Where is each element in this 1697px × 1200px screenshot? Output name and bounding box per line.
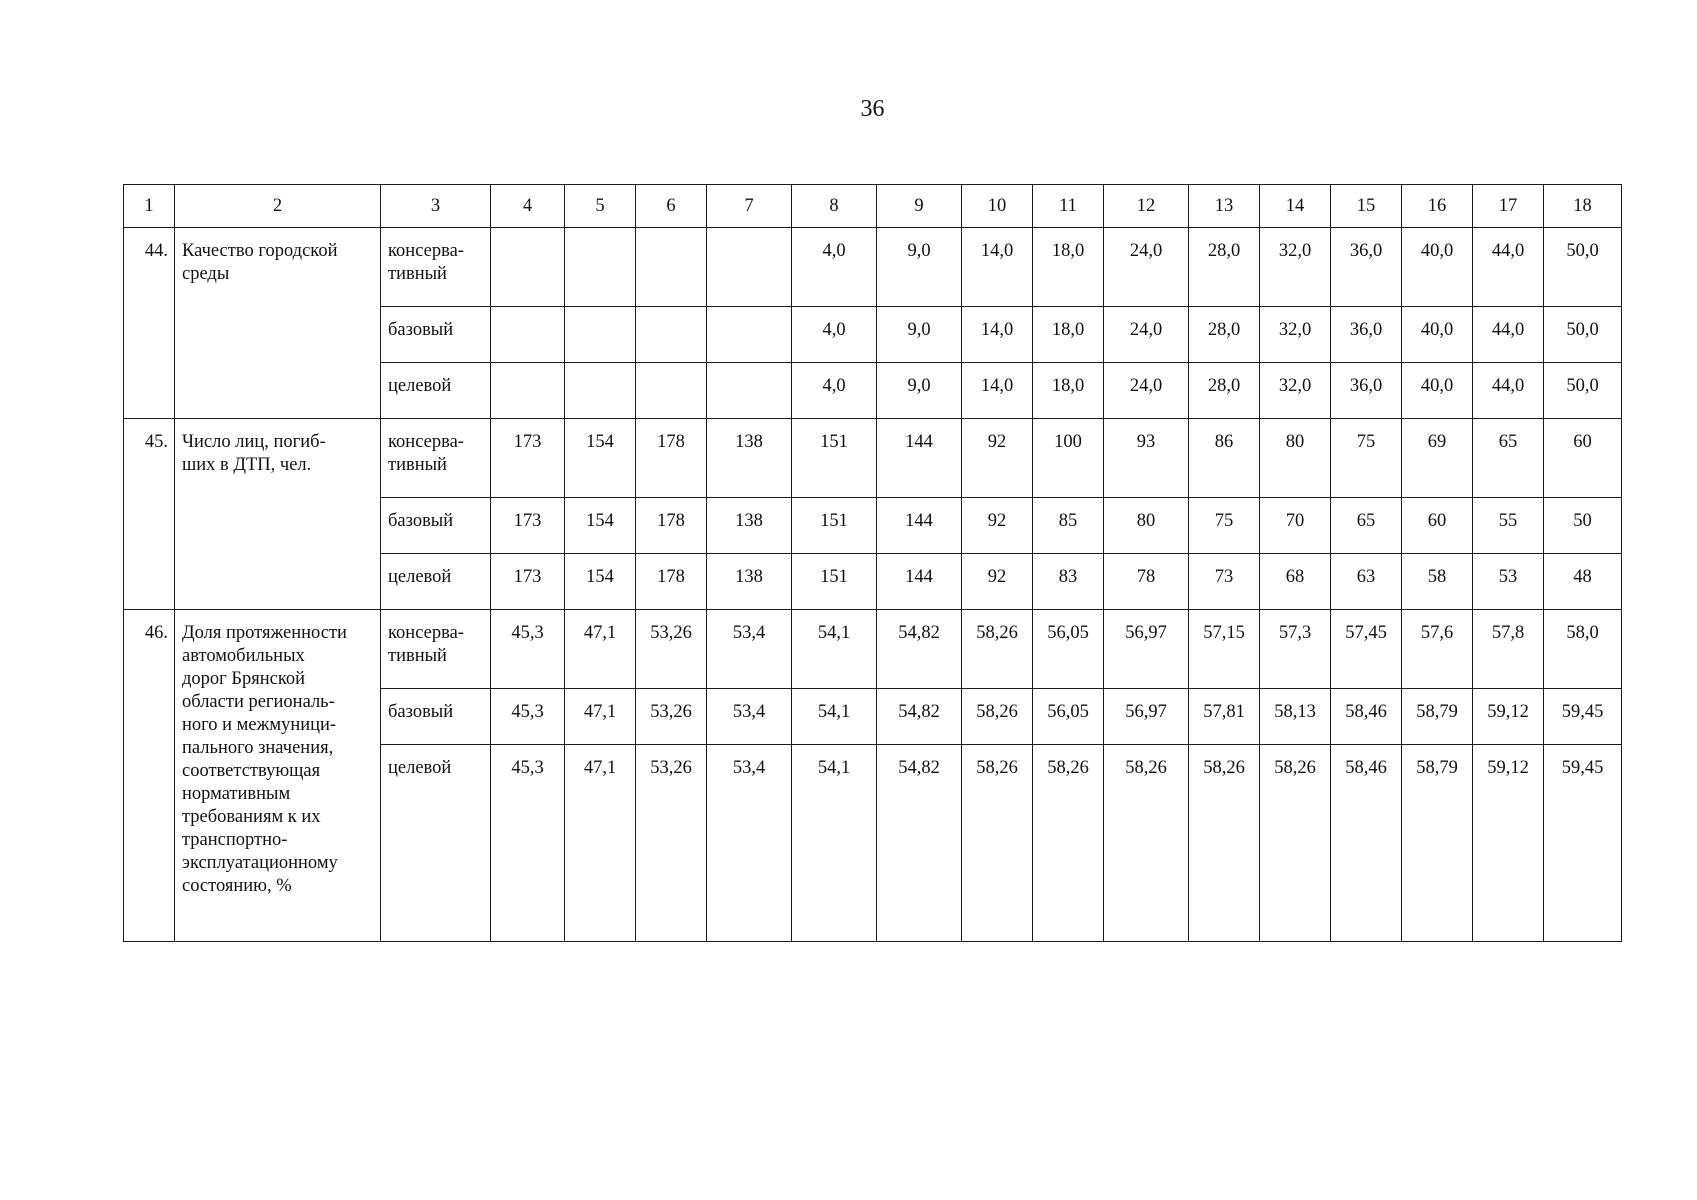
scenario-variant-text: базовый [388, 511, 454, 531]
value-cell: 75 [1189, 498, 1260, 554]
indicator-name-text: Число лиц, погиб- ших в ДТП, чел. [182, 432, 326, 475]
scenario-variant [381, 689, 491, 745]
scenario-variant [381, 419, 491, 498]
value-cell: 59,12 [1473, 689, 1544, 745]
value-cell: 57,15 [1189, 610, 1260, 689]
value-cell: 57,81 [1189, 689, 1260, 745]
table-row [124, 610, 1622, 689]
value-cell: 58,46 [1331, 689, 1402, 745]
value-cell: 138 [707, 498, 792, 554]
value-cell: 60 [1402, 498, 1473, 554]
value-cell: 28,0 [1189, 363, 1260, 419]
value-cell: 173 [491, 419, 565, 498]
value-cell: 24,0 [1104, 363, 1189, 419]
value-cell: 48 [1544, 554, 1622, 610]
scenario-variant [381, 610, 491, 689]
column-number-9: 9 [877, 185, 962, 228]
value-cell: 58,26 [962, 689, 1033, 745]
value-cell: 58,79 [1402, 689, 1473, 745]
value-cell: 53,4 [707, 610, 792, 689]
value-cell: 53,26 [636, 745, 707, 942]
value-cell: 58,26 [962, 610, 1033, 689]
value-cell: 59,45 [1544, 689, 1622, 745]
value-cell: 58,26 [1260, 745, 1331, 942]
scenario-variant-text: базовый [388, 702, 454, 722]
value-cell: 40,0 [1402, 363, 1473, 419]
value-cell: 44,0 [1473, 228, 1544, 307]
value-cell: 65 [1473, 419, 1544, 498]
value-cell: 18,0 [1033, 228, 1104, 307]
value-cell [636, 307, 707, 363]
scenario-variant-text: консерва- тивный [388, 623, 464, 666]
value-cell [565, 307, 636, 363]
value-cell [565, 363, 636, 419]
value-cell: 14,0 [962, 307, 1033, 363]
value-cell: 14,0 [962, 363, 1033, 419]
column-number-11: 11 [1033, 185, 1104, 228]
value-cell: 47,1 [565, 745, 636, 942]
value-cell [636, 363, 707, 419]
value-cell: 59,45 [1544, 745, 1622, 942]
column-number-17: 17 [1473, 185, 1544, 228]
value-cell: 58,26 [1104, 745, 1189, 942]
column-number-row [124, 185, 1622, 228]
value-cell: 47,1 [565, 689, 636, 745]
column-number-18: 18 [1544, 185, 1622, 228]
value-cell: 36,0 [1331, 228, 1402, 307]
column-number-2: 2 [175, 185, 381, 228]
value-cell: 32,0 [1260, 307, 1331, 363]
indicator-name [175, 419, 381, 610]
value-cell: 57,8 [1473, 610, 1544, 689]
value-cell: 56,05 [1033, 689, 1104, 745]
column-number-16: 16 [1402, 185, 1473, 228]
value-cell: 4,0 [792, 228, 877, 307]
column-number-15: 15 [1331, 185, 1402, 228]
value-cell: 144 [877, 498, 962, 554]
value-cell: 54,1 [792, 689, 877, 745]
column-number-8: 8 [792, 185, 877, 228]
scenario-variant [381, 228, 491, 307]
value-cell: 68 [1260, 554, 1331, 610]
value-cell: 18,0 [1033, 307, 1104, 363]
indicator-name-text: Качество городской среды [182, 241, 338, 284]
value-cell: 53,4 [707, 689, 792, 745]
column-number-13: 13 [1189, 185, 1260, 228]
column-number-3: 3 [381, 185, 491, 228]
value-cell: 178 [636, 498, 707, 554]
value-cell: 50,0 [1544, 228, 1622, 307]
value-cell: 45,3 [491, 745, 565, 942]
value-cell: 36,0 [1331, 307, 1402, 363]
value-cell: 53,26 [636, 610, 707, 689]
value-cell: 53 [1473, 554, 1544, 610]
scenario-variant [381, 307, 491, 363]
value-cell [707, 307, 792, 363]
indicator-name-text: Доля протяженности автомобильных дорог Брянской области региональ- ного и межмуници- пального значения, соответствующая нормативным требованиям к их транспортно- эксплуатационному состоянию, % [182, 623, 347, 896]
value-cell: 55 [1473, 498, 1544, 554]
value-cell: 24,0 [1104, 307, 1189, 363]
scenario-variant [381, 363, 491, 419]
value-cell: 86 [1189, 419, 1260, 498]
value-cell: 173 [491, 498, 565, 554]
value-cell: 58,46 [1331, 745, 1402, 942]
value-cell: 50,0 [1544, 307, 1622, 363]
table-row [124, 419, 1622, 498]
value-cell [707, 363, 792, 419]
value-cell: 58,26 [962, 745, 1033, 942]
indicator-number: 44. [124, 228, 175, 419]
value-cell: 57,6 [1402, 610, 1473, 689]
column-number-14: 14 [1260, 185, 1331, 228]
value-cell: 32,0 [1260, 228, 1331, 307]
value-cell: 69 [1402, 419, 1473, 498]
value-cell: 9,0 [877, 307, 962, 363]
indicator-name [175, 228, 381, 419]
value-cell: 173 [491, 554, 565, 610]
value-cell: 144 [877, 419, 962, 498]
value-cell: 56,05 [1033, 610, 1104, 689]
value-cell: 44,0 [1473, 307, 1544, 363]
value-cell: 154 [565, 554, 636, 610]
value-cell: 138 [707, 554, 792, 610]
value-cell: 53,4 [707, 745, 792, 942]
value-cell: 50 [1544, 498, 1622, 554]
value-cell: 57,45 [1331, 610, 1402, 689]
value-cell: 36,0 [1331, 363, 1402, 419]
column-number-7: 7 [707, 185, 792, 228]
scenario-variant [381, 745, 491, 942]
value-cell: 75 [1331, 419, 1402, 498]
value-cell: 59,12 [1473, 745, 1544, 942]
column-number-6: 6 [636, 185, 707, 228]
indicator-number: 45. [124, 419, 175, 610]
value-cell: 151 [792, 419, 877, 498]
value-cell [636, 228, 707, 307]
value-cell: 92 [962, 419, 1033, 498]
value-cell: 58,0 [1544, 610, 1622, 689]
value-cell: 60 [1544, 419, 1622, 498]
value-cell: 138 [707, 419, 792, 498]
value-cell: 45,3 [491, 610, 565, 689]
value-cell: 92 [962, 554, 1033, 610]
indicator-name [175, 610, 381, 942]
value-cell: 65 [1331, 498, 1402, 554]
value-cell: 151 [792, 554, 877, 610]
scenario-variant-text: консерва- тивный [388, 241, 464, 284]
value-cell: 70 [1260, 498, 1331, 554]
value-cell: 154 [565, 498, 636, 554]
table-row [124, 228, 1622, 307]
value-cell [491, 307, 565, 363]
value-cell [707, 228, 792, 307]
value-cell: 151 [792, 498, 877, 554]
value-cell: 53,26 [636, 689, 707, 745]
value-cell: 4,0 [792, 307, 877, 363]
column-number-10: 10 [962, 185, 1033, 228]
scenario-variant-text: целевой [388, 758, 452, 778]
page-number: 36 [860, 96, 885, 122]
value-cell: 47,1 [565, 610, 636, 689]
value-cell: 54,1 [792, 745, 877, 942]
value-cell: 58,79 [1402, 745, 1473, 942]
value-cell: 56,97 [1104, 689, 1189, 745]
value-cell [491, 228, 565, 307]
value-cell: 58,13 [1260, 689, 1331, 745]
value-cell: 100 [1033, 419, 1104, 498]
value-cell: 73 [1189, 554, 1260, 610]
value-cell: 57,3 [1260, 610, 1331, 689]
value-cell: 9,0 [877, 228, 962, 307]
scenario-variant [381, 498, 491, 554]
value-cell: 93 [1104, 419, 1189, 498]
indicator-number: 46. [124, 610, 175, 942]
value-cell: 4,0 [792, 363, 877, 419]
value-cell: 83 [1033, 554, 1104, 610]
scenario-variant-text: консерва- тивный [388, 432, 464, 475]
value-cell: 40,0 [1402, 228, 1473, 307]
column-number-12: 12 [1104, 185, 1189, 228]
value-cell: 45,3 [491, 689, 565, 745]
value-cell: 144 [877, 554, 962, 610]
value-cell: 54,82 [877, 610, 962, 689]
scenario-variant-text: базовый [388, 320, 454, 340]
value-cell: 78 [1104, 554, 1189, 610]
column-number-4: 4 [491, 185, 565, 228]
value-cell: 18,0 [1033, 363, 1104, 419]
value-cell: 14,0 [962, 228, 1033, 307]
scenario-variant-text: целевой [388, 567, 452, 587]
column-number-5: 5 [565, 185, 636, 228]
value-cell: 92 [962, 498, 1033, 554]
value-cell: 58,26 [1189, 745, 1260, 942]
column-number-1: 1 [124, 185, 175, 228]
value-cell: 54,1 [792, 610, 877, 689]
value-cell: 9,0 [877, 363, 962, 419]
indicators-table [123, 184, 1622, 942]
value-cell: 80 [1104, 498, 1189, 554]
value-cell: 28,0 [1189, 307, 1260, 363]
value-cell: 54,82 [877, 745, 962, 942]
value-cell: 178 [636, 419, 707, 498]
scenario-variant [381, 554, 491, 610]
value-cell: 58 [1402, 554, 1473, 610]
value-cell: 63 [1331, 554, 1402, 610]
value-cell: 58,26 [1033, 745, 1104, 942]
value-cell: 40,0 [1402, 307, 1473, 363]
value-cell: 32,0 [1260, 363, 1331, 419]
value-cell: 54,82 [877, 689, 962, 745]
value-cell: 44,0 [1473, 363, 1544, 419]
value-cell: 50,0 [1544, 363, 1622, 419]
value-cell: 56,97 [1104, 610, 1189, 689]
value-cell: 28,0 [1189, 228, 1260, 307]
scenario-variant-text: целевой [388, 376, 452, 396]
value-cell: 178 [636, 554, 707, 610]
value-cell: 154 [565, 419, 636, 498]
value-cell: 80 [1260, 419, 1331, 498]
value-cell: 24,0 [1104, 228, 1189, 307]
value-cell [491, 363, 565, 419]
value-cell [565, 228, 636, 307]
value-cell: 85 [1033, 498, 1104, 554]
